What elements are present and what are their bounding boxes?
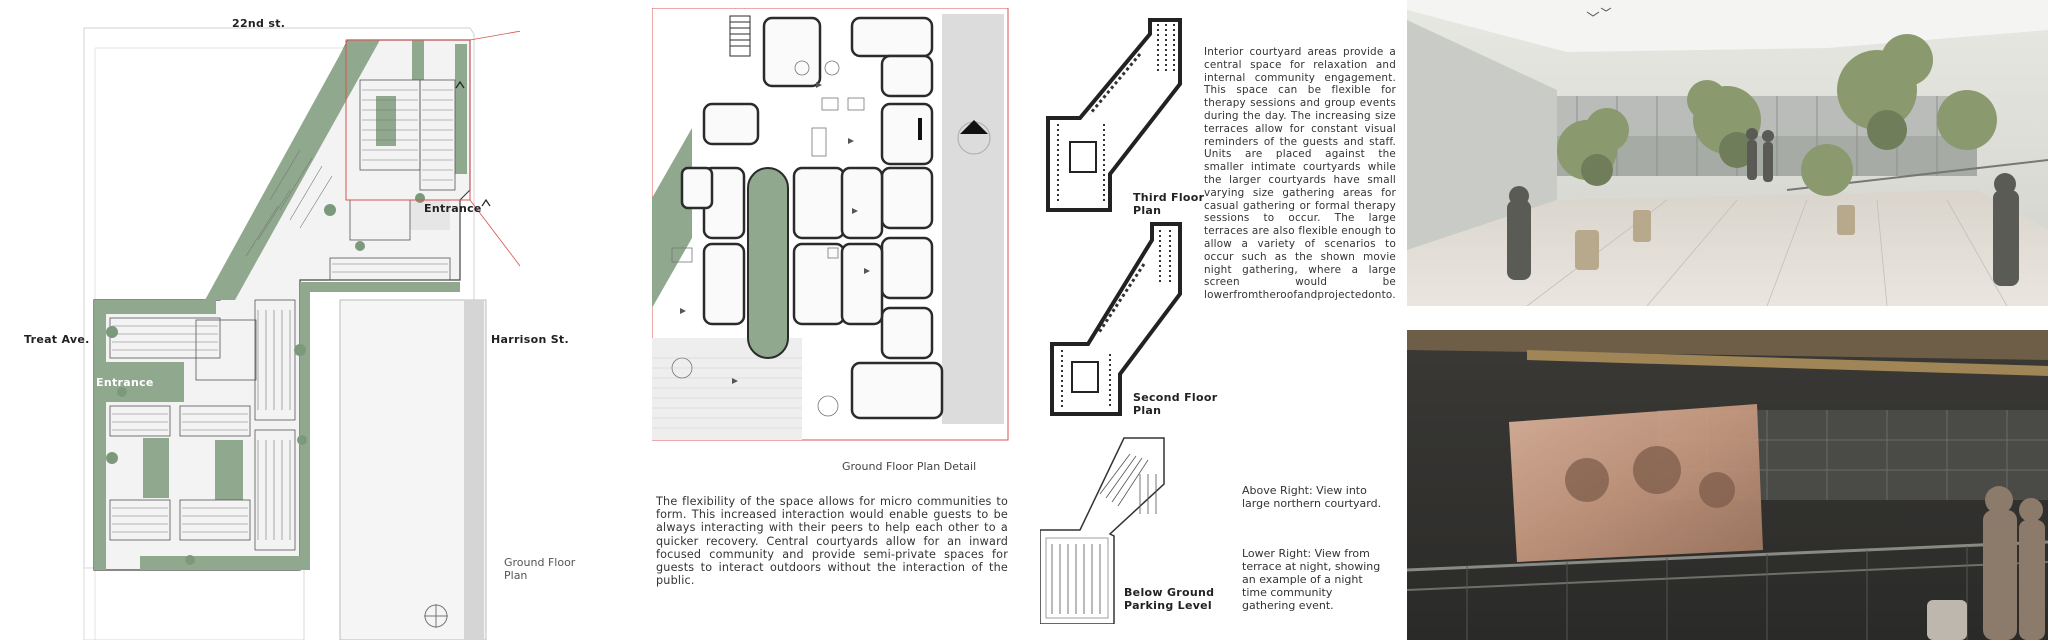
third-floor-label-line2: Plan [1133, 204, 1162, 217]
street-label-harrison: Harrison St. [491, 333, 569, 346]
ground-floor-caption-line2: Plan [504, 569, 528, 582]
third-floor-label-line1: Third Floor [1133, 191, 1205, 204]
terrace-night-rendering [1407, 330, 2048, 640]
ground-floor-caption-line1: Ground Floor [504, 556, 576, 569]
street-label-22nd: 22nd st. [232, 17, 286, 30]
ground-floor-caption [504, 556, 575, 582]
second-floor-label [1133, 391, 1217, 417]
street-label-treat: Treat Ave. [24, 333, 90, 346]
second-floor-label-line1: Second Floor [1133, 391, 1218, 404]
courtyard-description: Interior courtyard areas provide a central space for relaxation and internal community engagement. This space can be flexible for therapy sessions and group events during the day. The increasing size terraces allow for constant visual reminders of the guests and staff. Units are placed against the smaller intimate courtyards while the larger courtyards have small varying size gathering areas for casual gathering or formal therapy sessions to occur. The large terraces are also flexible enough to allow a variety of scenarios to occur such as the shown movie night gathering, where a large screen would be lowerfromtheroofandprojectedonto. [1204, 46, 1396, 302]
parking-level-label-line1: Below Ground [1124, 586, 1215, 599]
second-floor-plan [1052, 224, 1180, 414]
entrance-label-lower: Entrance [96, 376, 154, 389]
second-floor-label-line2: Plan [1133, 404, 1162, 417]
courtyard-rendering-image [1407, 0, 2048, 306]
parking-level-label [1124, 586, 1214, 612]
entrance-label-upper: Entrance [424, 202, 482, 215]
upper-floor-plans [1040, 14, 1190, 624]
detail-caption: Ground Floor Plan Detail [842, 460, 977, 473]
above-right-caption: Above Right: View into large northern courtyard. [1242, 484, 1382, 510]
lower-right-caption: Lower Right: View from terrace at night, showing an example of a night time community gathering event. [1242, 547, 1381, 612]
third-floor-label [1133, 191, 1204, 217]
ground-floor-plan-detail [652, 8, 1022, 442]
detail-paragraph: The flexibility of the space allows for micro communities to form. This increased interaction would enable guests to be always interacting with their peers to help each other to a quicker recovery. Central courtyards allow for an inward focused community and provide semi-private spaces for guests to interact outdoors without the interaction of the public. [656, 495, 1008, 588]
third-floor-plan [1048, 20, 1180, 210]
ground-floor-site-plan [0, 0, 520, 640]
courtyard-rendering [1407, 0, 2048, 306]
terrace-night-rendering-image [1407, 330, 2048, 640]
parking-level-label-line2: Parking Level [1124, 599, 1213, 612]
